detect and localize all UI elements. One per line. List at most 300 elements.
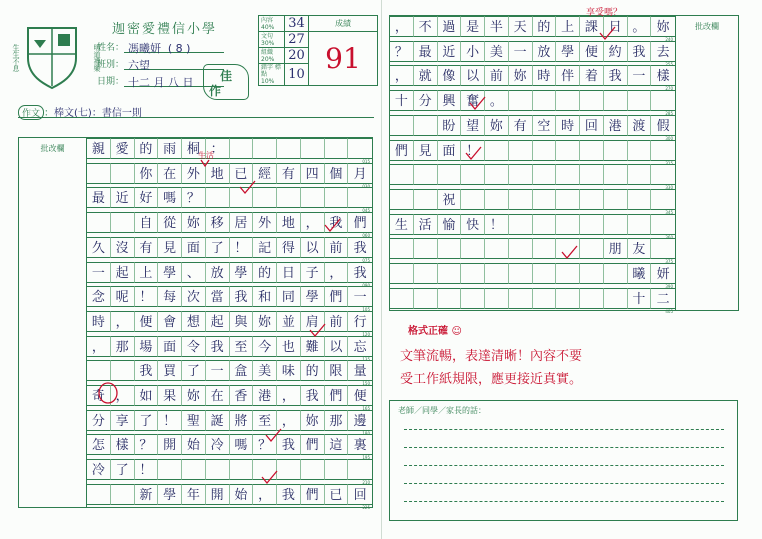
grid-row: [390, 164, 675, 185]
grid-cell: 伴: [556, 65, 580, 86]
grid-cell: 月: [348, 163, 372, 184]
score-value-content: 34: [285, 16, 309, 32]
grid-row: [390, 90, 675, 111]
grid-cell: 曦: [628, 263, 652, 284]
line-number: 210: [362, 480, 370, 486]
score-heading: 成績: [309, 16, 378, 32]
genre-line: [18, 104, 374, 118]
grid-cell: 想: [182, 311, 206, 332]
grid-cell: 前: [325, 311, 349, 332]
grid-cell: [414, 115, 438, 136]
grid-cell: 令: [182, 336, 206, 357]
grid-cell: [158, 459, 182, 480]
grid-cell: 奇: [87, 385, 111, 406]
grid-cell: [556, 238, 580, 259]
line-number: 330: [665, 185, 673, 191]
grid-cell: 嗎: [230, 434, 254, 455]
grid-cell: [206, 459, 230, 480]
grid-cell: 生: [390, 214, 414, 235]
excellent-work-stamp: [203, 64, 249, 100]
grid-cell: 移: [206, 212, 230, 233]
grid-cell: 活: [414, 214, 438, 235]
genre-colon: ：: [44, 108, 55, 119]
grid-cell: [533, 140, 557, 161]
grid-cell: 桐: [182, 138, 206, 159]
right-writing-grid: [389, 15, 676, 314]
grid-cell: 在: [206, 385, 230, 406]
grid-cell: 嗎: [158, 187, 182, 208]
grid-cell: 美: [253, 360, 277, 381]
grid-cell: 念: [87, 286, 111, 307]
grid-cell: ，: [325, 262, 349, 283]
grid-cell: [651, 214, 675, 235]
name-value: 馮曦妍: [128, 42, 162, 55]
grid-cell: 有: [277, 163, 301, 184]
line-number: 195: [362, 455, 370, 461]
grid-cell: 個: [325, 163, 349, 184]
grid-row: [87, 237, 372, 258]
grid-cell: 面: [438, 140, 462, 161]
score-name-organization: 組織 20%: [259, 48, 285, 64]
grid-row: [87, 311, 372, 332]
grid-row: [87, 187, 372, 208]
grid-cell: 我: [325, 212, 349, 233]
grid-cell: 們: [390, 140, 414, 161]
grid-cell: [509, 140, 533, 161]
grid-cell: 自: [135, 212, 159, 233]
grid-cell: 見: [414, 140, 438, 161]
grid-cell: ！: [461, 140, 485, 161]
grid-cell: [509, 164, 533, 185]
grid-cell: 面: [158, 336, 182, 357]
grid-cell: 的: [253, 262, 277, 283]
grid-cell: 誕: [206, 410, 230, 431]
grid-cell: 每: [158, 286, 182, 307]
grid-cell: 一: [628, 65, 652, 86]
grid-row: [390, 41, 675, 62]
grid-cell: [509, 238, 533, 259]
grid-cell: 回: [580, 115, 604, 136]
grid-cell: [461, 238, 485, 259]
grid-cell: 的: [135, 138, 159, 159]
class-number: ( 8 ): [167, 42, 191, 55]
line-number: 180: [362, 430, 370, 436]
grid-cell: 日: [277, 262, 301, 283]
grid-cell: 並: [277, 311, 301, 332]
grid-cell: [485, 288, 509, 309]
grid-cell: 們: [301, 484, 325, 505]
grid-cell: [301, 459, 325, 480]
grid-cell: [461, 263, 485, 284]
grid-cell: 興: [438, 90, 462, 111]
grid-row: [87, 410, 372, 431]
grid-cell: [628, 164, 652, 185]
grid-cell: 我: [628, 41, 652, 62]
line-number: 345: [665, 209, 673, 215]
grid-cell: 我: [348, 237, 372, 258]
grid-cell: [414, 189, 438, 210]
grid-cell: 最: [87, 187, 111, 208]
grid-cell: [325, 187, 349, 208]
grid-cell: 有: [509, 115, 533, 136]
grid-cell: [533, 90, 557, 111]
grid-cell: ！: [158, 410, 182, 431]
grid-cell: 學: [158, 262, 182, 283]
grid-cell: [485, 263, 509, 284]
grid-cell: 肩: [301, 311, 325, 332]
grid-cell: 了: [206, 237, 230, 258]
grid-cell: ，: [87, 336, 111, 357]
grid-cell: 至: [230, 336, 254, 357]
grid-cell: 分: [87, 410, 111, 431]
grid-cell: [230, 187, 254, 208]
class-value: 六望: [128, 59, 151, 72]
line-number: 360: [665, 234, 673, 240]
grid-cell: 便: [580, 41, 604, 62]
right-margin-column: [676, 15, 739, 311]
grid-cell: 樣: [651, 65, 675, 86]
grid-cell: [348, 459, 372, 480]
grid-cell: [604, 140, 628, 161]
grid-cell: [651, 189, 675, 210]
grid-row: [390, 65, 675, 86]
grid-cell: [390, 288, 414, 309]
score-table: [258, 15, 378, 86]
grid-cell: 今: [253, 336, 277, 357]
grid-row: [87, 286, 372, 307]
grid-cell: [111, 212, 135, 233]
grid-cell: ，: [390, 16, 414, 37]
grid-cell: 前: [325, 237, 349, 258]
grid-cell: 假: [651, 115, 675, 136]
grid-cell: 日: [604, 16, 628, 37]
grid-cell: [556, 90, 580, 111]
grid-row: [87, 163, 372, 184]
grid-row: [87, 212, 372, 233]
grid-cell: 如: [135, 385, 159, 406]
grid-cell: 那: [325, 410, 349, 431]
grid-cell: 空: [533, 115, 557, 136]
grid-row: [87, 138, 372, 159]
line-number: 285: [665, 111, 673, 117]
line-number: 255: [665, 61, 673, 67]
grid-cell: 時: [556, 115, 580, 136]
grid-cell: 果: [158, 385, 182, 406]
grid-cell: ，: [253, 484, 277, 505]
grid-cell: [556, 214, 580, 235]
grid-cell: [580, 238, 604, 259]
grid-cell: [580, 164, 604, 185]
grid-cell: 妳: [485, 115, 509, 136]
grid-cell: [509, 263, 533, 284]
score-value-sentences: 27: [285, 32, 309, 48]
line-number: 405: [665, 308, 673, 314]
grid-cell: [230, 459, 254, 480]
grid-cell: 近: [111, 187, 135, 208]
grid-cell: 最: [414, 41, 438, 62]
grid-cell: ！: [230, 237, 254, 258]
grid-cell: 始: [230, 484, 254, 505]
grid-cell: 當: [206, 286, 230, 307]
grid-cell: 課: [580, 16, 604, 37]
grid-row: [87, 484, 372, 505]
comment-label: 老師／同學／家長的話：: [398, 406, 486, 415]
grid-cell: 我: [277, 434, 301, 455]
line-number: 315: [665, 160, 673, 166]
grid-cell: 便: [135, 311, 159, 332]
line-number: 105: [362, 307, 370, 313]
grid-cell: [651, 140, 675, 161]
grid-cell: 外: [182, 163, 206, 184]
grid-cell: 那: [111, 336, 135, 357]
grid-cell: 以: [301, 237, 325, 258]
grid-cell: 至: [253, 410, 277, 431]
grid-cell: [461, 288, 485, 309]
grid-cell: 以: [325, 336, 349, 357]
grid-cell: 妍: [651, 263, 675, 284]
grid-cell: [533, 164, 557, 185]
grid-cell: 近: [438, 41, 462, 62]
grid-cell: [253, 187, 277, 208]
zuowen-label: 作文: [18, 105, 44, 120]
grid-cell: 樣: [111, 434, 135, 455]
grid-cell: 渡: [628, 115, 652, 136]
grid-cell: [414, 164, 438, 185]
line-number: 165: [362, 406, 370, 411]
grid-cell: 們: [325, 286, 349, 307]
grid-cell: 快: [461, 214, 485, 235]
grid-cell: [533, 238, 557, 259]
grid-cell: 怎: [87, 434, 111, 455]
grid-cell: [438, 238, 462, 259]
grid-cell: [438, 288, 462, 309]
grid-cell: 半: [485, 16, 509, 37]
grid-cell: [485, 189, 509, 210]
line-number: 090: [362, 282, 370, 288]
grid-cell: 與: [230, 311, 254, 332]
grid-cell: 親: [87, 138, 111, 159]
grid-cell: ？: [390, 41, 414, 62]
grid-cell: 得: [277, 237, 301, 258]
grid-cell: 前: [485, 65, 509, 86]
correction-note-1: 生活: [198, 151, 214, 160]
line-number: 030: [362, 183, 370, 189]
grid-cell: 香: [230, 385, 254, 406]
grid-cell: [556, 288, 580, 309]
line-number: 375: [665, 259, 673, 265]
grid-cell: 時: [87, 311, 111, 332]
grid-cell: 買: [158, 360, 182, 381]
grid-cell: [580, 288, 604, 309]
grid-cell: [87, 212, 111, 233]
grid-cell: ？: [135, 434, 159, 455]
grid-cell: [485, 140, 509, 161]
grid-cell: 像: [438, 65, 462, 86]
grid-cell: 妳: [509, 65, 533, 86]
grid-cell: 愉: [438, 214, 462, 235]
grid-cell: [509, 214, 533, 235]
grid-cell: 奮: [461, 90, 485, 111]
grid-cell: 的: [533, 16, 557, 37]
grid-cell: [253, 138, 277, 159]
grid-cell: ！: [485, 214, 509, 235]
grid-cell: [277, 459, 301, 480]
grid-cell: 二: [651, 288, 675, 309]
grid-cell: 我: [277, 484, 301, 505]
grid-cell: 的: [301, 360, 325, 381]
grid-cell: 新: [135, 484, 159, 505]
grid-cell: 了: [111, 459, 135, 480]
grid-cell: ，: [111, 385, 135, 406]
grid-cell: 久: [87, 237, 111, 258]
grid-cell: 我: [301, 385, 325, 406]
grid-cell: 外: [253, 212, 277, 233]
grid-cell: [604, 90, 628, 111]
grid-cell: 妳: [182, 385, 206, 406]
grid-cell: 們: [325, 385, 349, 406]
grid-cell: 我: [604, 65, 628, 86]
grid-cell: [628, 90, 652, 111]
correction-note-2: 享受嗎？: [586, 8, 623, 18]
grid-cell: 一: [509, 41, 533, 62]
grid-cell: [253, 459, 277, 480]
score-name-punctuation: 錯字 標點 10%: [259, 64, 285, 86]
grid-cell: [580, 140, 604, 161]
grid-cell: 們: [301, 434, 325, 455]
grid-row: [390, 16, 675, 37]
grid-cell: 以: [461, 65, 485, 86]
grid-cell: 十: [628, 288, 652, 309]
grid-cell: 量: [348, 360, 372, 381]
grid-cell: 行: [348, 311, 372, 332]
grid-cell: [390, 164, 414, 185]
grid-cell: 聖: [182, 410, 206, 431]
grid-cell: [461, 189, 485, 210]
grid-row: [87, 262, 372, 283]
grid-cell: 我: [135, 360, 159, 381]
line-number: 225: [362, 504, 370, 510]
grid-row: [390, 189, 675, 210]
grid-cell: 有: [135, 237, 159, 258]
grid-cell: 是: [461, 16, 485, 37]
score-value-punctuation: 10: [285, 64, 309, 86]
grid-cell: 記: [253, 237, 277, 258]
score-name-content: 內容 40%: [259, 16, 285, 32]
grid-cell: 時: [533, 65, 557, 86]
grid-cell: [604, 164, 628, 185]
grid-cell: [461, 164, 485, 185]
grid-cell: [301, 138, 325, 159]
grid-cell: [485, 164, 509, 185]
crest-motto-right: 明道禮樂: [93, 44, 101, 72]
grid-cell: [509, 90, 533, 111]
grid-cell: [206, 187, 230, 208]
grid-cell: [414, 263, 438, 284]
grid-cell: 子: [301, 262, 325, 283]
grid-cell: 地: [277, 212, 301, 233]
grid-cell: 學: [301, 286, 325, 307]
grid-cell: [182, 459, 206, 480]
grid-cell: 天: [509, 16, 533, 37]
grid-cell: 小: [461, 41, 485, 62]
line-number: 060: [362, 233, 370, 239]
grid-cell: [438, 263, 462, 284]
grid-cell: [604, 189, 628, 210]
grid-row: [390, 238, 675, 259]
grid-cell: 港: [253, 385, 277, 406]
line-number: 270: [665, 86, 673, 92]
grid-row: [390, 288, 675, 309]
grid-cell: [111, 163, 135, 184]
grid-cell: [348, 187, 372, 208]
grid-cell: 會: [158, 311, 182, 332]
grid-cell: 地: [206, 163, 230, 184]
grid-cell: 愛: [111, 138, 135, 159]
grid-cell: 學: [230, 262, 254, 283]
grid-cell: ？: [253, 434, 277, 455]
line-number: 075: [362, 257, 370, 263]
grid-cell: [604, 263, 628, 284]
grid-cell: 盒: [230, 360, 254, 381]
grid-row: [87, 336, 372, 357]
left-writing-grid: [86, 137, 373, 508]
grid-cell: [390, 238, 414, 259]
line-number: 120: [362, 331, 370, 337]
grid-cell: 已: [325, 484, 349, 505]
grid-row: [390, 263, 675, 284]
grid-cell: 了: [182, 360, 206, 381]
grid-cell: 面: [182, 237, 206, 258]
grid-cell: 從: [158, 212, 182, 233]
grid-cell: 居: [230, 212, 254, 233]
grid-cell: 學: [556, 41, 580, 62]
grid-row: [87, 459, 372, 480]
grid-cell: 就: [414, 65, 438, 86]
grid-cell: 妳: [253, 311, 277, 332]
grid-cell: 友: [628, 238, 652, 259]
grid-cell: [651, 90, 675, 111]
score-name-sentences: 文句 30%: [259, 32, 285, 48]
crest-motto-left: 生生不息: [12, 44, 20, 72]
grid-cell: 見: [158, 237, 182, 258]
left-margin-column: [18, 137, 86, 508]
grid-cell: 朋: [604, 238, 628, 259]
grid-cell: 妳: [651, 16, 675, 37]
grid-cell: ！: [135, 459, 159, 480]
grid-cell: [509, 288, 533, 309]
teacher-comment-line-2: 受工作紙規限，應更接近真實。: [400, 372, 583, 387]
grid-row: [87, 360, 372, 381]
grid-cell: 我: [348, 262, 372, 283]
class-label: 班別：: [97, 60, 125, 70]
grid-cell: ：: [206, 138, 230, 159]
grid-cell: 一: [206, 360, 230, 381]
grid-cell: 着: [580, 65, 604, 86]
date-label: 日期：: [97, 77, 125, 87]
grid-cell: 好: [135, 187, 159, 208]
grid-cell: [414, 288, 438, 309]
grid-cell: 祝: [438, 189, 462, 210]
grid-cell: 裏: [348, 434, 372, 455]
grid-row: [390, 140, 675, 161]
grid-cell: 場: [135, 336, 159, 357]
grid-cell: [533, 189, 557, 210]
grid-cell: [87, 360, 111, 381]
grid-cell: 在: [158, 163, 182, 184]
grid-cell: [325, 459, 349, 480]
grid-cell: ，: [277, 385, 301, 406]
grid-cell: 去: [651, 41, 675, 62]
